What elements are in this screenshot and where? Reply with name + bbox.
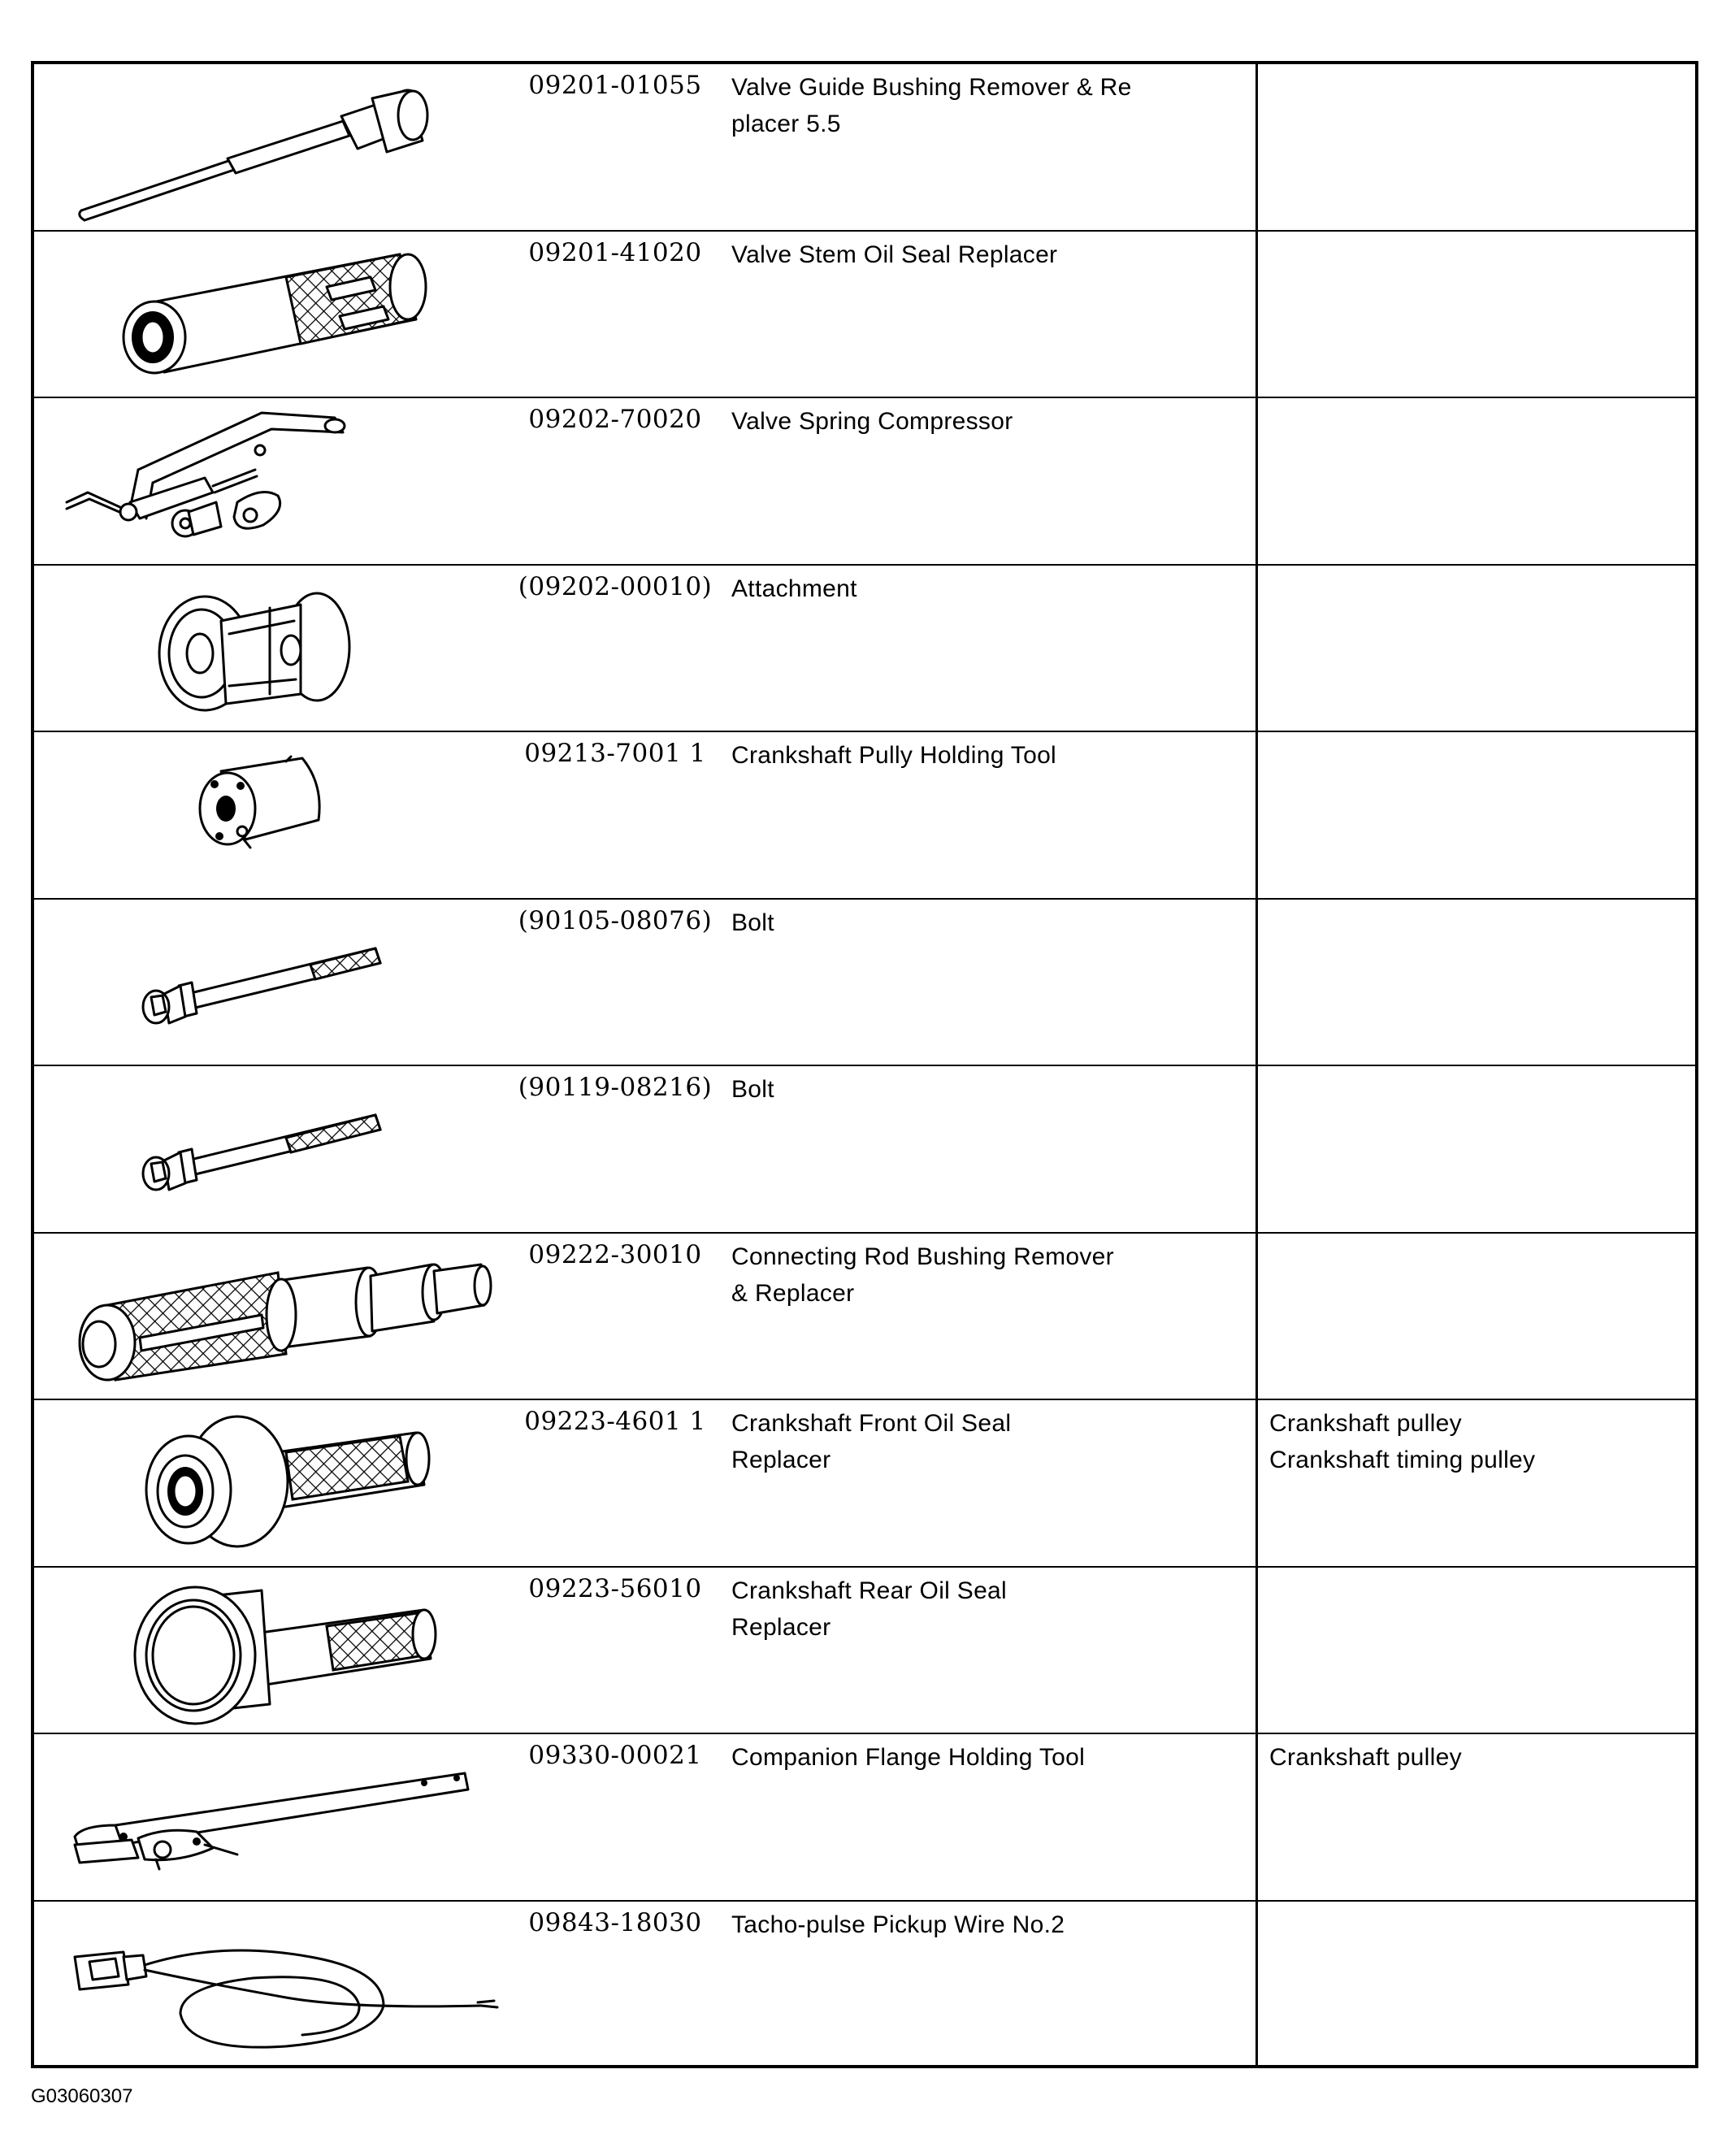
- tool-name: Valve Stem Oil Seal Replacer: [731, 241, 1058, 268]
- part-number: 09213-7001 1: [524, 739, 706, 768]
- tool-note: Crankshaft pulley: [1269, 1744, 1462, 1771]
- table-row: [34, 398, 1695, 566]
- table-row: [34, 1902, 1695, 2069]
- part-number: (09202-00010): [518, 571, 713, 601]
- table-row: [34, 732, 1695, 900]
- tool-note: Crankshaft pulley Crankshaft timing pulley: [1269, 1410, 1536, 1473]
- table-row: [34, 1568, 1695, 1735]
- bolt-icon: [42, 1073, 514, 1227]
- tool-name: Connecting Rod Bushing Remover & Replacer: [731, 1243, 1114, 1307]
- bolt-icon: [42, 906, 514, 1061]
- figure-code: G03060307: [31, 2085, 133, 2107]
- part-number: 09330-00021: [528, 1741, 702, 1770]
- part-number: 09201-01055: [528, 71, 702, 100]
- connecting-rod-bushing-tool-icon: [42, 1240, 514, 1395]
- table-row: [34, 566, 1695, 733]
- table-row: [34, 1734, 1695, 1902]
- valve-spring-compressor-icon: [42, 405, 514, 559]
- part-number: 09201-41020: [528, 237, 702, 267]
- part-number: 09223-4601 1: [524, 1407, 706, 1436]
- tool-name: Companion Flange Holding Tool: [731, 1744, 1086, 1771]
- valve-guide-bushing-remover-icon: [42, 71, 514, 225]
- tool-name: Bolt: [731, 909, 774, 936]
- table-row: [34, 900, 1695, 1067]
- table-row: [34, 1400, 1695, 1568]
- part-number: 09223-56010: [528, 1573, 702, 1603]
- part-number: 09202-70020: [528, 405, 702, 434]
- tool-name: Crankshaft Pully Holding Tool: [731, 742, 1057, 769]
- attachment-icon: [42, 572, 514, 727]
- part-number: (90119-08216): [518, 1073, 713, 1102]
- part-number: 09843-18030: [528, 1907, 702, 1937]
- table-row: [34, 64, 1695, 232]
- tool-name: Crankshaft Front Oil Seal Replacer: [731, 1410, 1012, 1473]
- table-row: [34, 1234, 1695, 1401]
- part-number: (90105-08076): [518, 905, 713, 935]
- rear-oil-seal-replacer-icon: [42, 1574, 514, 1729]
- companion-flange-holding-tool-icon: [42, 1741, 514, 1895]
- pulley-holding-tool-icon: [42, 739, 514, 893]
- tool-name: Tacho-pulse Pickup Wire No.2: [731, 1911, 1065, 1938]
- part-number: 09222-30010: [528, 1239, 702, 1269]
- table-row: [34, 232, 1695, 399]
- front-oil-seal-replacer-icon: [42, 1407, 514, 1561]
- tool-name: Attachment: [731, 575, 857, 602]
- pickup-wire-icon: [42, 1908, 514, 2063]
- tool-name: Bolt: [731, 1076, 774, 1103]
- tool-name: Valve Spring Compressor: [731, 408, 1013, 435]
- valve-stem-oil-seal-replacer-icon: [42, 238, 514, 393]
- tool-name: Crankshaft Rear Oil Seal Replacer: [731, 1577, 1008, 1641]
- table-row: [34, 1066, 1695, 1234]
- tool-name: Valve Guide Bushing Remover & Re placer 5.5: [731, 74, 1132, 137]
- special-service-tools-table: [31, 61, 1698, 2068]
